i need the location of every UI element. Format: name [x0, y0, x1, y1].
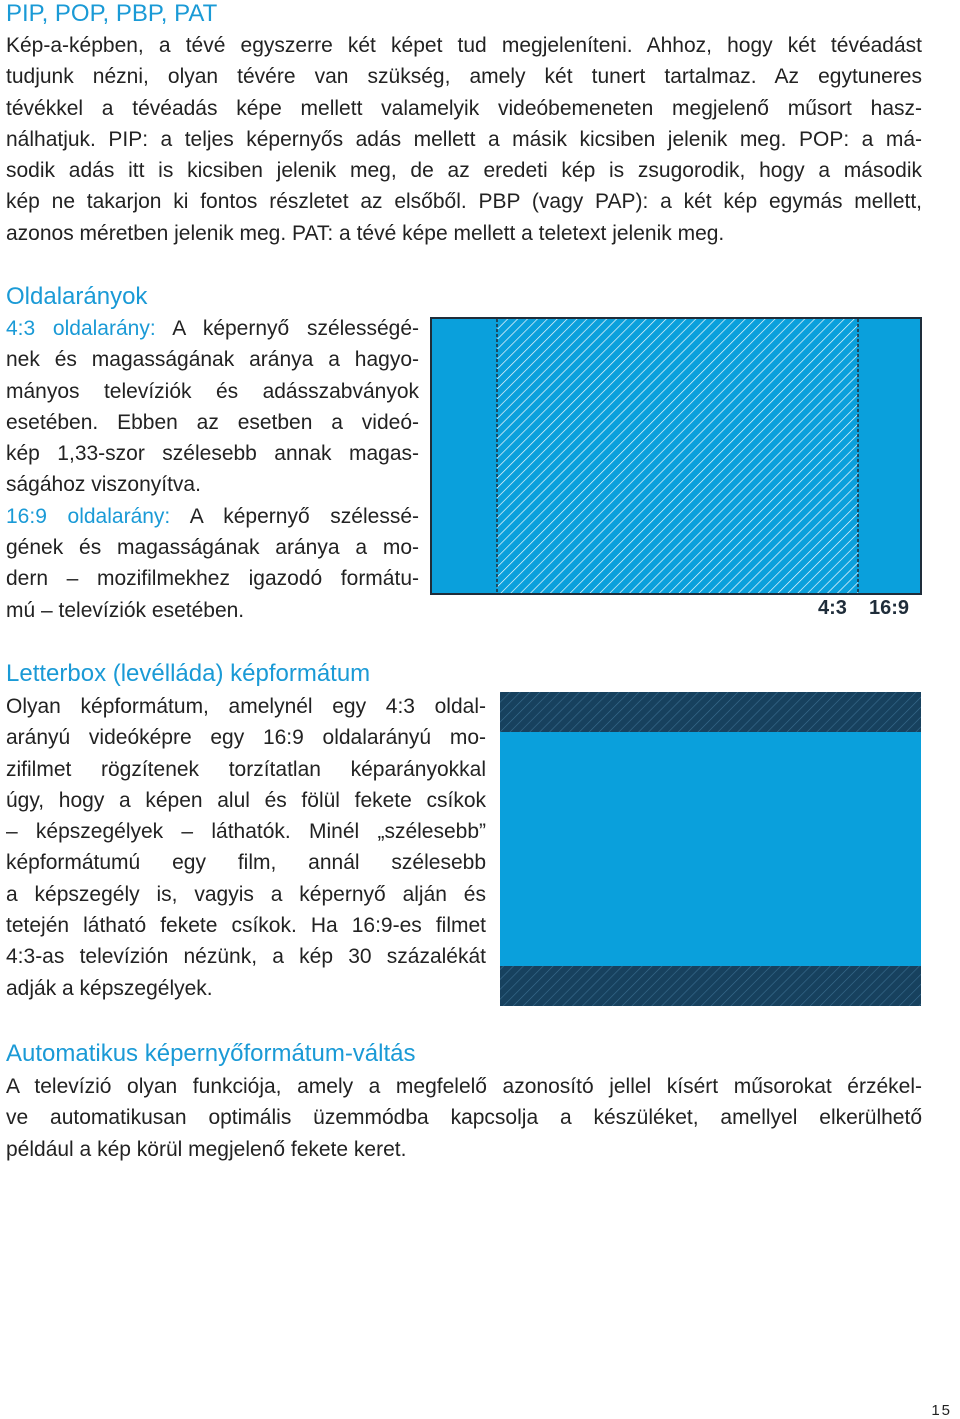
- text-line: mányos televíziók és adásszabványok: [6, 379, 419, 403]
- text-line: zifilmet rögzítenek torzítatlan képarányokkal: [6, 757, 486, 781]
- aspect-paragraph: [6, 313, 419, 626]
- page-number: 15: [931, 1402, 952, 1419]
- text-line: úgy, hogy a képen alul és fölül fekete csíkok: [6, 788, 486, 812]
- text-line: nálhatjuk. PIP: a teljes képernyős adás mellett a másik kicsiben jelenik meg. POP: a má-: [6, 127, 922, 151]
- text-line: kép ne takarjon ki fontos részletet az elsőből. PBP (vagy PAP): a két kép egymás mellett,: [6, 190, 922, 214]
- text-line: 16:9 oldalarány: A képernyő szélessé-: [6, 504, 419, 528]
- section-title-letterbox: Letterbox (levélláda) képformátum: [6, 660, 371, 687]
- letterbox-top-bar: [500, 692, 921, 732]
- letterbox-paragraph: [6, 691, 486, 1004]
- text-line: tudjunk nézni, olyan tévére van szükség, amely két tunert tartalmaz. Az egytuneres: [6, 65, 922, 89]
- text-line: ve automatikusan optimális üzemmódba kapcsolja a készüléket, amellyel elkerülhető: [6, 1106, 922, 1130]
- aspect-ratio-diagram: [430, 317, 922, 595]
- section-title-auto: Automatikus képernyőformátum-váltás: [6, 1040, 416, 1067]
- text-line: mú – televíziók esetében.: [6, 598, 245, 622]
- letterbox-bottom-bar: [500, 966, 921, 1006]
- text-line: tetején látható fekete csíkok. Ha 16:9-es filmet: [6, 914, 486, 938]
- text-line: – képszegélyek – láthatók. Minél „szélesebb”: [6, 820, 486, 844]
- text-line: adják a képszegélyek.: [6, 976, 213, 1000]
- screen-4-3-hatched: [497, 319, 858, 593]
- text-line: ságához viszonyítva.: [6, 473, 201, 497]
- text-line: képformátumú egy film, annál szélesebb: [6, 851, 486, 875]
- label-16-9: 16:9: [869, 597, 910, 619]
- text-line: azonos méretben jelenik meg. PAT: a tévé képe mellett a teletext jelenik meg.: [6, 221, 725, 245]
- letterbox-screen: [500, 692, 921, 1006]
- section-title-pip: PIP, POP, PBP, PAT: [6, 0, 218, 27]
- text-line: arányú videóképre egy 16:9 oldalarányú mo-: [6, 726, 486, 750]
- section-title-aspect: Oldalarányok: [6, 283, 148, 310]
- text-line: dern – mozifilmekhez igazodó formátu-: [6, 567, 419, 591]
- term-16-9: 16:9 oldalarány:: [6, 504, 171, 528]
- label-4-3: 4:3: [818, 597, 847, 619]
- text-line: például a kép körül megjelenő fekete keret.: [6, 1137, 407, 1161]
- text-line: Olyan képformátum, amelynél egy 4:3 oldal-: [6, 695, 486, 718]
- text-line: gének és magasságának aránya a mo-: [6, 536, 419, 560]
- text-line: Kép-a-képben, a tévé egyszerre két képet tud megjeleníteni. Ahhoz, hogy két tévéadást: [6, 34, 922, 57]
- letterbox-diagram: [500, 692, 921, 1006]
- text-line: kép 1,33-szor szélesebb annak magas-: [6, 442, 419, 466]
- pip-paragraph: [6, 30, 922, 249]
- text-line: tévékkel a tévéadás képe mellett valamelyik videóbemeneten megjelenő műsort hasz-: [6, 96, 922, 120]
- text-line: sodik adás itt is kicsiben jelenik meg, de az eredeti kép is zsugorodik, hogy a második: [6, 159, 922, 183]
- text-line: nek és magasságának aránya a hagyo-: [6, 348, 419, 372]
- text-line: esetében. Ebben az esetben a videó-: [6, 410, 419, 434]
- text-line: 4:3-as televízión nézünk, a kép 30 százalékát: [6, 945, 486, 969]
- text-line: A televízió olyan funkciója, amely a megfelelő azonosító jellel kísért műsorokat érzékel-: [6, 1075, 922, 1098]
- text-line: 4:3 oldalarány: A képernyő szélességé-: [6, 317, 420, 340]
- term-4-3: 4:3 oldalarány:: [6, 317, 156, 340]
- text-line: a képszegély is, vagyis a képernyő alján és: [6, 882, 486, 906]
- auto-paragraph: [6, 1071, 922, 1165]
